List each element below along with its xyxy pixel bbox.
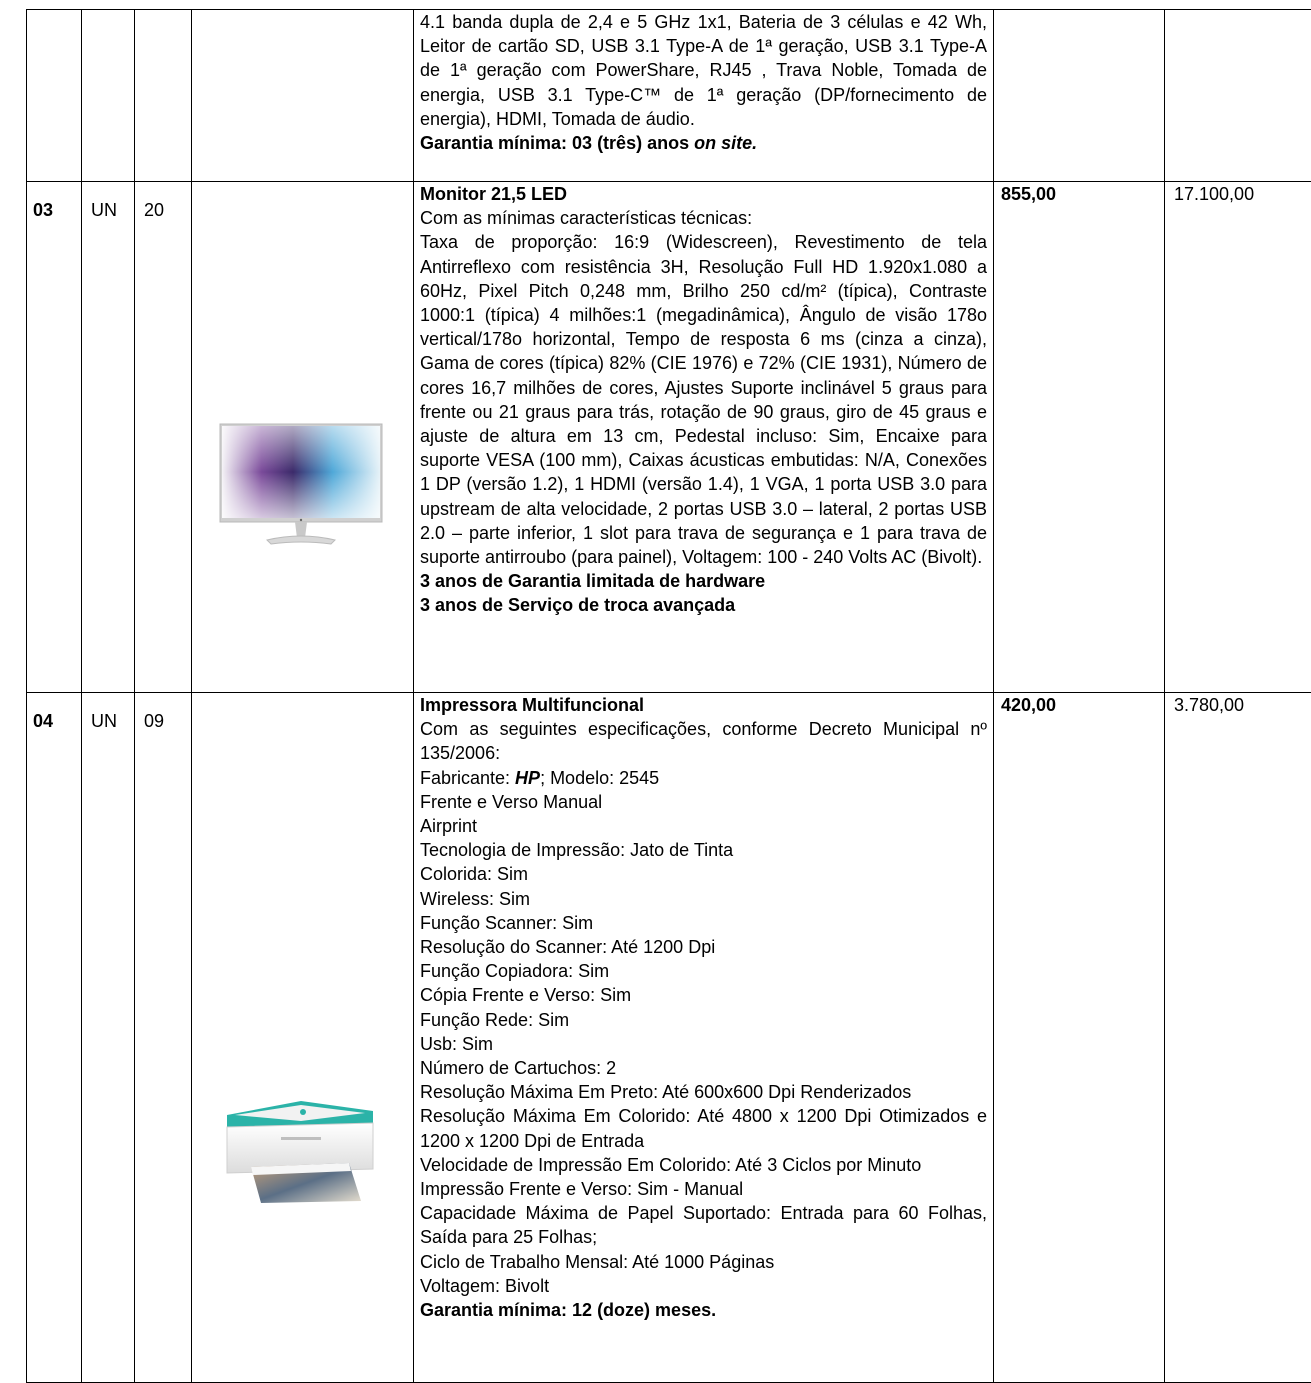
table-row (27, 693, 1311, 1383)
spec-line: Resolução Máxima Em Preto: Até 600x600 Dpi Renderizados (420, 1080, 987, 1104)
spec-line: Frente e Verso Manual (420, 790, 987, 814)
price-cell (994, 10, 1165, 182)
product-intro: Com as seguintes especificações, conforme Decreto Municipal nº 135/2006: (420, 717, 987, 765)
unit: UN (82, 182, 135, 693)
spec-line: Resolução Máxima Em Colorido: Até 4800 x 1200 Dpi Otimizados e 1200 x 1200 Dpi de Entrada (420, 1104, 987, 1152)
spec-line: Wireless: Sim (420, 887, 987, 911)
maker-label: Fabricante: (420, 768, 515, 788)
spec-line: Ciclo de Trabalho Mensal: Até 1000 Páginas (420, 1250, 987, 1274)
model-value: ; Modelo: 2545 (540, 768, 659, 788)
total-cell (1165, 10, 1311, 182)
total-price: 17.100,00 (1165, 182, 1311, 693)
warranty-label: Garantia mínima: 03 (três) anos (420, 133, 694, 153)
product-intro: Com as mínimas características técnicas: (420, 206, 987, 230)
spec-line: Função Scanner: Sim (420, 911, 987, 935)
description-cell (414, 182, 994, 693)
product-title: Impressora Multifuncional (420, 693, 987, 717)
description-text: 4.1 banda dupla de 2,4 e 5 GHz 1x1, Bateria de 3 células e 42 Wh, Leitor de cartão SD, USB 3.1 Type-A de 1ª geração, USB 3.1 Type-A de 1ª geração com PowerShare, RJ45 , Trava Noble, Tomada de energia, USB 3.1 Type-C™ de 1ª geração (DP/fornecimento de energia), HDMI, Tomada de áudio. (420, 10, 987, 131)
quantity: 20 (135, 182, 192, 693)
table-row (27, 182, 1311, 693)
spec-line: Capacidade Máxima de Papel Suportado: Entrada para 60 Folhas, Saída para 25 Folhas; (420, 1201, 987, 1249)
description-cell (414, 10, 994, 182)
table-row (27, 10, 1311, 182)
spec-line: Impressão Frente e Verso: Sim - Manual (420, 1177, 987, 1201)
description-cell (414, 693, 994, 1383)
qty-cell (135, 10, 192, 182)
unit-cell (82, 10, 135, 182)
warranty-line-2: 3 anos de Serviço de troca avançada (420, 593, 987, 617)
monitor-product-photo (219, 422, 383, 546)
price-table (26, 9, 1311, 1383)
printer-product-photo (221, 1093, 381, 1205)
product-title: Monitor 21,5 LED (420, 182, 987, 206)
spec-line: Velocidade de Impressão Em Colorido: Até 3 Ciclos por Minuto (420, 1153, 987, 1177)
spec-line: Tecnologia de Impressão: Jato de Tinta (420, 838, 987, 862)
spec-line: Resolução do Scanner: Até 1200 Dpi (420, 935, 987, 959)
warranty-text (420, 131, 987, 155)
spec-line: Usb: Sim (420, 1032, 987, 1056)
quantity: 09 (135, 693, 192, 1383)
spec-line: Função Rede: Sim (420, 1008, 987, 1032)
item-number: 04 (27, 693, 82, 1383)
image-cell (192, 693, 414, 1383)
warranty-onsite: on site. (694, 133, 757, 153)
item-number: 03 (27, 182, 82, 693)
maker-line (420, 766, 987, 790)
unit: UN (82, 693, 135, 1383)
spec-line: Número de Cartuchos: 2 (420, 1056, 987, 1080)
total-price: 3.780,00 (1165, 693, 1311, 1383)
warranty-text: Garantia mínima: 12 (doze) meses. (420, 1298, 987, 1322)
item-cell (27, 10, 82, 182)
warranty-line-1: 3 anos de Garantia limitada de hardware (420, 569, 987, 593)
spec-line: Cópia Frente e Verso: Sim (420, 983, 987, 1007)
spec-line: Colorida: Sim (420, 862, 987, 886)
spec-line: Airprint (420, 814, 987, 838)
maker-value: HP (515, 768, 540, 788)
spec-line: Função Copiadora: Sim (420, 959, 987, 983)
unit-price: 420,00 (994, 693, 1165, 1383)
unit-price: 855,00 (994, 182, 1165, 693)
product-spec: Taxa de proporção: 16:9 (Widescreen), Revestimento de tela Antirreflexo com resistência 3H, Resolução Full HD 1.920x1.080 a 60Hz, Pixel Pitch 0,248 mm, Brilho 250 cd/m² (típica), Contraste 1000:1 (típica) 4 milhões:1 (megadinâmica), Ângulo de visão 178o vertical/178o horizontal, Tempo de resposta 6 ms (cinza a cinza), Gama de cores (típica) 82% (CIE 1976) e 72% (CIE 1931), Número de cores 16,7 milhões de cores, Ajustes Suporte inclinável 5 graus para frente ou 21 graus para trás, rotação de 90 graus, giro de 45 graus e ajuste de altura em 13 cm, Pedestal incluso: Sim, Encaixe para suporte VESA (100 mm), Caixas ácusticas embutidas: N/A, Conexões 1 DP (versão 1.2), 1 HDMI (versão 1.4), 1 VGA, 1 porta USB 3.0 para upstream de alta velocidade, 2 portas USB 3.0 – lateral, 2 portas USB 2.0 – parte inferior, 1 slot para trava de segurança e 1 para trava de suporte antirroubo (para painel), Voltagem: 100 - 240 Volts AC (Bivolt). (420, 230, 987, 569)
spec-line: Voltagem: Bivolt (420, 1274, 987, 1298)
image-cell (192, 182, 414, 693)
image-cell (192, 10, 414, 182)
